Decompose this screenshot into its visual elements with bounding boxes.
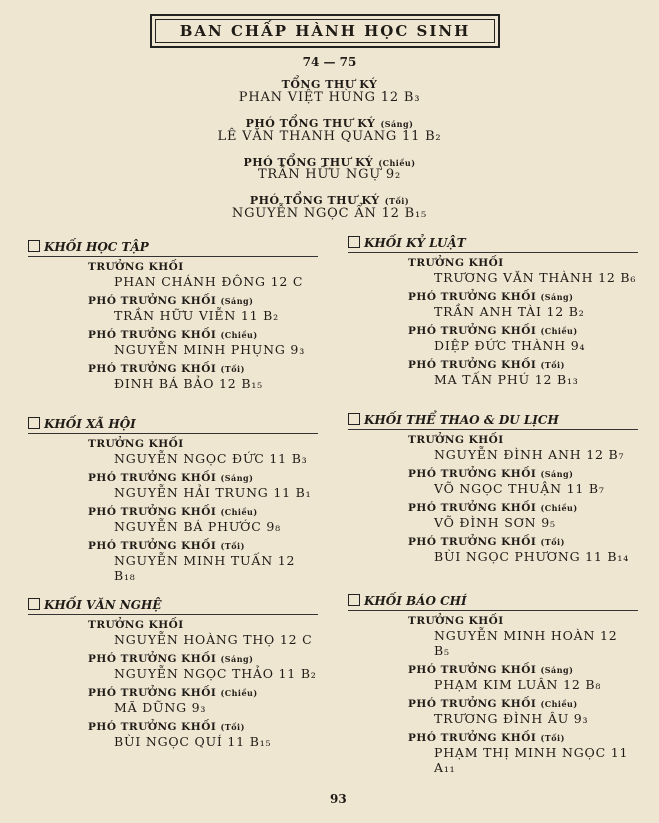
member-role: PHÓ TRƯỞNG KHỐI (Tối) (88, 540, 245, 552)
member-role: TRƯỞNG KHỐI (88, 619, 184, 631)
exec-name-0: PHAN VIỆT HÙNG 12 B₃ (238, 90, 421, 105)
member-name: TRẦN ANH TÀI 12 B₂ (434, 304, 585, 319)
exec-role-1: PHÓ TỔNG THƯ KÝ (Sáng) (245, 117, 414, 130)
member-name: VÕ NGỌC THUẬN 11 B₇ (434, 481, 605, 496)
section-the-thao (348, 411, 638, 564)
checkbox-icon (348, 413, 360, 425)
member-role: PHÓ TRƯỞNG KHỐI (Sáng) (408, 664, 574, 676)
checkbox-icon (348, 236, 360, 248)
member-role: TRƯỞNG KHỐI (88, 438, 184, 450)
member-name: PHẠM THỊ MINH NGỌC 11 A₁₁ (434, 745, 629, 775)
member-name: NGUYỄN BÁ PHƯỚC 9₈ (114, 519, 281, 534)
member-name: NGUYỄN NGỌC THẢO 11 B₂ (114, 666, 317, 681)
section-heading: KHỐI HỌC TẬP (28, 238, 318, 257)
member-role: PHÓ TRƯỞNG KHỐI (Chiều) (408, 325, 578, 337)
member-name: TRƯƠNG VĂN THÀNH 12 B₆ (434, 270, 637, 285)
page-number: 93 (330, 792, 347, 806)
checkbox-icon (28, 598, 40, 610)
member-name: MÃ DŨNG 9₃ (114, 700, 207, 715)
section-ky-luat (348, 234, 638, 387)
member-name: TRẦN HỮU VIỄN 11 B₂ (114, 308, 279, 323)
member-role: PHÓ TRƯỞNG KHỐI (Chiều) (408, 502, 578, 514)
member-name: NGUYỄN HOÀNG THỌ 12 C (114, 632, 313, 647)
exec-role-3: PHÓ TỔNG THƯ KÝ (Tối) (249, 194, 410, 207)
member-name: NGUYỄN MINH TUẤN 12 B₁₈ (114, 553, 296, 583)
member-name: NGUYỄN MINH HOÀN 12 B₅ (434, 628, 618, 658)
checkbox-icon (28, 417, 40, 429)
section-heading: KHỐI VĂN NGHỆ (28, 596, 318, 615)
member-role: PHÓ TRƯỞNG KHỐI (Tối) (408, 732, 565, 744)
member-role: PHÓ TRƯỞNG KHỐI (Sáng) (88, 295, 254, 307)
section-heading: KHỐI KỶ LUẬT (348, 234, 638, 253)
member-name: NGUYỄN NGỌC ĐỨC 11 B₃ (114, 451, 308, 466)
member-role: PHÓ TRƯỞNG KHỐI (Tối) (408, 536, 565, 548)
exec-role-0: TỔNG THƯ KÝ (281, 78, 378, 91)
section-heading: KHỐI BÁO CHÍ (348, 592, 638, 611)
member-role: PHÓ TRƯỞNG KHỐI (Chiều) (88, 329, 258, 341)
exec-name-1: LÊ VĂN THANH QUANG 11 B₂ (217, 129, 442, 144)
section-heading: KHỐI XÃ HỘI (28, 415, 318, 434)
page-title: BAN CHẤP HÀNH HỌC SINH (150, 14, 500, 48)
member-name: PHẠM KIM LUÂN 12 B₈ (434, 677, 602, 692)
member-role: PHÓ TRƯỞNG KHỐI (Chiều) (408, 698, 578, 710)
section-bao-chi (348, 592, 638, 775)
member-role: PHÓ TRƯỞNG KHỐI (Sáng) (408, 291, 574, 303)
section-heading: KHỐI THỂ THAO & DU LỊCH (348, 411, 638, 430)
member-name: BÙI NGỌC PHƯƠNG 11 B₁₄ (434, 549, 630, 564)
member-name: MA TẤN PHÚ 12 B₁₃ (434, 372, 579, 387)
section-van-nghe (28, 596, 318, 749)
member-name: TRƯƠNG ĐÌNH ÂU 9₃ (434, 711, 589, 726)
member-name: BÙI NGỌC QUÍ 11 B₁₅ (114, 734, 272, 749)
member-role: PHÓ TRƯỞNG KHỐI (Tối) (88, 721, 245, 733)
school-year: 74 — 75 (302, 55, 357, 69)
member-name: NGUYỄN MINH PHỤNG 9₃ (114, 342, 305, 357)
exec-name-3: NGUYỄN NGỌC ẨN 12 B₁₅ (231, 206, 428, 221)
member-name: ĐINH BÁ BẢO 12 B₁₅ (114, 376, 263, 391)
member-role: PHÓ TRƯỞNG KHỐI (Sáng) (88, 653, 254, 665)
member-role: PHÓ TRƯỞNG KHỐI (Tối) (88, 363, 245, 375)
member-name: PHAN CHÁNH ĐÔNG 12 C (114, 274, 304, 289)
member-role: PHÓ TRƯỞNG KHỐI (Sáng) (408, 468, 574, 480)
member-role: TRƯỞNG KHỐI (408, 257, 504, 269)
member-name: VÕ ĐÌNH SƠN 9₅ (434, 515, 556, 530)
member-name: DIỆP ĐỨC THÀNH 9₄ (434, 338, 586, 353)
exec-role-2: PHÓ TỔNG THƯ KÝ (Chiều) (243, 156, 416, 169)
member-name: NGUYỄN ĐÌNH ANH 12 B₇ (434, 447, 625, 462)
member-role: PHÓ TRƯỞNG KHỐI (Tối) (408, 359, 565, 371)
member-role: TRƯỞNG KHỐI (408, 615, 504, 627)
exec-name-2: TRẦN HỮU NGỰ 9₂ (257, 167, 402, 182)
checkbox-icon (348, 594, 360, 606)
member-role: PHÓ TRƯỞNG KHỐI (Sáng) (88, 472, 254, 484)
section-hoc-tap (28, 238, 318, 391)
member-role: PHÓ TRƯỞNG KHỐI (Chiều) (88, 506, 258, 518)
member-role: TRƯỞNG KHỐI (408, 434, 504, 446)
member-role: TRƯỞNG KHỐI (88, 261, 184, 273)
member-name: NGUYỄN HẢI TRUNG 11 B₁ (114, 485, 312, 500)
section-xa-hoi (28, 415, 318, 583)
checkbox-icon (28, 240, 40, 252)
member-role: PHÓ TRƯỞNG KHỐI (Chiều) (88, 687, 258, 699)
